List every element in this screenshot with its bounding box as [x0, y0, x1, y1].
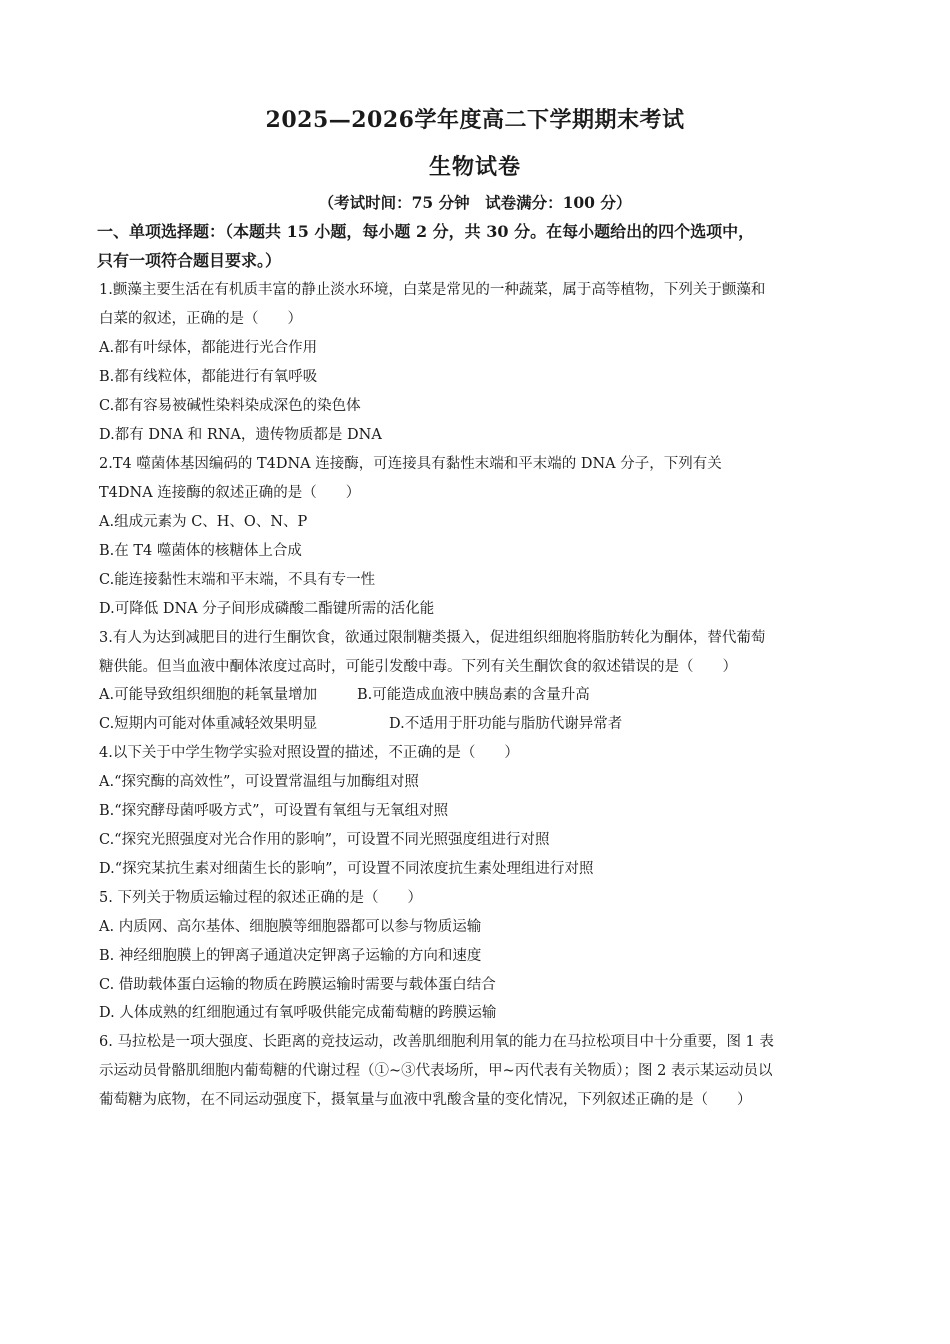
exam-info: （考试时间：75 分钟 试卷满分：100 分）	[318, 193, 632, 212]
subject-title: 生物试卷	[428, 154, 521, 180]
question-1-stem-line2: 白菜的叙述，正确的是（ ）	[99, 311, 302, 327]
question-2-option-c: C.能连接黏性末端和平末端，不具有专一性	[99, 572, 376, 588]
question-1-option-d: D.都有 DNA 和 RNA，遗传物质都是 DNA	[99, 427, 382, 443]
question-6-stem-line3: 葡萄糖为底物，在不同运动强度下，摄氧量与血液中乳酸含量的变化情况，下列叙述正确的是（ ）	[99, 1092, 752, 1108]
question-1-option-c: C.都有容易被碱性染料染成深色的染色体	[99, 398, 361, 414]
question-1-stem-line1: 1.颤藻主要生活在有机质丰富的静止淡水环境，白菜是常见的一种蔬菜，属于高等植物，下列关于颤藻和	[99, 282, 766, 298]
question-5-stem: 5. 下列关于物质运输过程的叙述正确的是（ ）	[99, 890, 422, 906]
question-4-option-d: D.“探究某抗生素对细菌生长的影响”，可设置不同浓度抗生素处理组进行对照	[99, 861, 594, 877]
question-3-stem-line2: 糖供能。但当血液中酮体浓度过高时，可能引发酸中毒。下列有关生酮饮食的叙述错误的是（ ）	[99, 659, 737, 675]
question-6-stem-line2: 示运动员骨骼肌细胞内葡萄糖的代谢过程（①~③代表场所，甲~丙代表有关物质）；图 2 表示某运动员以	[99, 1063, 773, 1079]
section-heading-line1: 一、单项选择题：（本题共 15 小题，每小题 2 分，共 30 分。在每小题给出的四个选项中，	[97, 222, 755, 241]
question-2-stem-line2: T4DNA 连接酶的叙述正确的是（ ）	[99, 485, 361, 501]
question-4-option-b: B.“探究酵母菌呼吸方式”，可设置有氧组与无氧组对照	[99, 803, 449, 819]
question-4-option-a: A.“探究酶的高效性”，可设置常温组与加酶组对照	[99, 774, 419, 790]
question-1-option-a: A.都有叶绿体，都能进行光合作用	[99, 340, 318, 356]
exam-title: 2025—2026学年度高二下学期期末考试	[265, 107, 685, 133]
question-3-option-a: A.可能导致组织细胞的耗氧量增加	[99, 687, 318, 703]
question-3-stem-line1: 3.有人为达到减肥目的进行生酮饮食，欲通过限制糖类摄入，促进组织细胞将脂肪转化为酮体，替代葡萄	[99, 630, 766, 646]
question-2-option-d: D.可降低 DNA 分子间形成磷酸二酯键所需的活化能	[99, 601, 435, 617]
question-5-option-c: C. 借助载体蛋白运输的物质在跨膜运输时需要与载体蛋白结合	[99, 977, 496, 993]
question-3-option-c: C.短期内可能对体重减轻效果明显	[99, 716, 318, 732]
question-6-stem-line1: 6. 马拉松是一项大强度、长距离的竞技运动，改善肌细胞利用氧的能力在马拉松项目中十分重要，图 1 表	[99, 1034, 774, 1050]
question-2-option-a: A.组成元素为 C、H、O、N、P	[99, 514, 308, 530]
question-1-option-b: B.都有线粒体，都能进行有氧呼吸	[99, 369, 318, 385]
question-5-option-b: B. 神经细胞膜上的钾离子通道决定钾离子运输的方向和速度	[99, 948, 482, 964]
question-5-option-a: A. 内质网、高尔基体、细胞膜等细胞器都可以参与物质运输	[99, 919, 482, 935]
question-4-stem: 4.以下关于中学生物学实验对照设置的描述，不正确的是（ ）	[99, 745, 519, 761]
question-2-stem-line1: 2.T4 噬菌体基因编码的 T4DNA 连接酶，可连接具有黏性末端和平末端的 DNA 分子，下列有关	[99, 456, 722, 472]
question-3-option-b: B.可能造成血液中胰岛素的含量升高	[357, 687, 590, 703]
section-heading-line2: 只有一项符合题目要求。）	[97, 251, 282, 270]
question-3-option-d: D.不适用于肝功能与脂肪代谢异常者	[389, 716, 623, 732]
question-2-option-b: B.在 T4 噬菌体的核糖体上合成	[99, 543, 302, 559]
question-5-option-d: D. 人体成熟的红细胞通过有氧呼吸供能完成葡萄糖的跨膜运输	[99, 1005, 497, 1021]
question-4-option-c: C.“探究光照强度对光合作用的影响”，可设置不同光照强度组进行对照	[99, 832, 550, 848]
